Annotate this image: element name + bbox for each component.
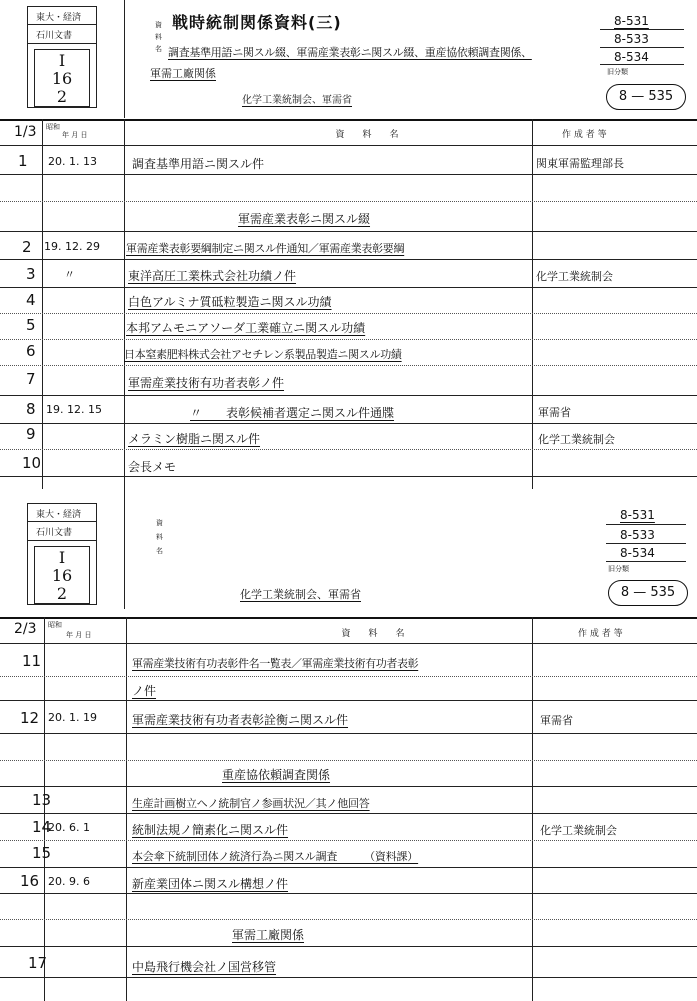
row-title: 〃 表彰候補者選定ニ関スル件通牒 [190,406,395,420]
header-material: 資 料 名 [341,629,405,639]
archive-stamp [27,503,97,605]
row-title: 軍需産業表彰要綱制定ニ関スル件通知／軍需産業表彰要綱 [126,242,405,255]
row-number: 17 [28,954,48,972]
page-number: 1/3 [14,124,37,140]
row-author: 化学工業統制会 [540,824,617,837]
row-number: 12 [20,709,40,727]
stamp-line-1: 東大・経済 [36,510,82,520]
row-number: 10 [22,454,42,472]
stamp-roman: I [58,51,66,70]
label-shi: 資 [156,519,163,527]
row-number: 1 [18,152,28,170]
material-name-line-1: 調査基準用語ニ関スル綴、軍需産業表彰ニ関スル綴、重産協依頼調査関係、 [168,46,532,59]
row-title: 新産業団体ニ関スル構想ノ件 [132,877,289,891]
row-title: 中島飛行機会社ノ国営移管 [132,960,277,974]
old-code-1: 8-531 [614,14,649,28]
section-heading: 軍需産業表彰ニ関スル綴 [238,212,371,226]
section-heading: 軍需工廠関係 [232,928,305,942]
row-title: 統制法規ノ簡素化ニ関スル件 [132,823,289,837]
stamp-line-2: 石川文書 [36,31,73,41]
old-code-3: 8-534 [620,546,655,560]
label-ryo: 料 [155,33,162,41]
row-title: メラミン樹脂ニ関スル件 [128,432,261,446]
row-title: 会長メモ [128,460,177,474]
stamp-num-1: 16 [51,566,73,585]
row-number: 7 [26,370,36,388]
header-author: 作 成 者 等 [578,629,623,639]
header-era: 昭和 [48,621,62,629]
row-title: 調査基準用語ニ関スル件 [132,157,265,171]
header-author: 作 成 者 等 [562,130,607,140]
label-shi: 資 [155,21,162,29]
stamp-num-2: 2 [56,584,68,603]
label-mei: 名 [155,45,162,53]
old-code-label: 旧分類 [608,565,629,573]
header-material: 資 料 名 [335,130,399,140]
old-code-2: 8-533 [614,32,649,46]
stamp-line-1: 東大・経済 [36,13,82,23]
row-number: 13 [32,791,52,809]
row-number: 3 [26,265,36,283]
row-number: 6 [26,342,36,360]
stamp-roman: I [58,548,66,567]
archive-stamp [27,6,97,108]
row-date: 〃 [64,268,75,281]
row-number: 14 [32,818,52,836]
row-date: 20. 9. 6 [48,875,90,888]
label-mei: 名 [156,547,163,555]
row-title-continued: ノ件 [132,684,157,698]
header-era: 昭和 [46,123,60,131]
row-number: 11 [22,652,42,670]
header-ymd: 年 月 日 [66,631,92,639]
old-code-3: 8-534 [614,50,649,64]
section-heading: 重産協依頼調査関係 [222,768,331,782]
stamp-line-2: 石川文書 [36,528,73,538]
row-number: 5 [26,316,36,334]
row-number: 15 [32,844,52,862]
row-date: 20. 1. 19 [48,711,97,724]
row-title: 生産計画樹立ヘノ統制官ノ参画状況／其ノ他回答 [132,797,370,810]
row-title: 軍需産業技術有功者表彰詮衡ニ関スル件 [132,713,349,727]
row-author: 関東軍需監理部長 [536,157,624,170]
row-date: 19. 12. 15 [46,403,102,416]
old-code-1: 8-531 [620,508,655,522]
page-number: 2/3 [14,621,37,637]
row-number: 9 [26,425,36,443]
row-author: 軍需省 [540,714,573,727]
stamp-num-1: 16 [51,69,73,88]
stamp-num-2: 2 [56,87,68,106]
creator-line: 化学工業統制会、軍需省 [242,95,352,106]
row-title: 本会傘下統制団体ノ統済行為ニ関スル調査 （資料課） [132,850,419,863]
main-code: 8 — 535 [606,84,686,110]
row-author: 化学工業統制会 [536,270,613,283]
row-number: 16 [20,872,40,890]
row-date: 20. 6. 1 [48,821,90,834]
old-code-2: 8-533 [620,528,655,542]
label-ryo: 料 [156,533,163,541]
row-title: 白色アルミナ質砥粒製造ニ関スル功績 [128,295,332,309]
row-author: 軍需省 [538,406,571,419]
row-number: 2 [22,238,32,256]
row-number: 8 [26,400,36,418]
material-name-line-2: 軍需工廠関係 [150,67,216,80]
creator-line: 化学工業統制会、軍需省 [240,588,361,601]
main-code: 8 — 535 [608,580,688,606]
old-code-label: 旧分類 [607,68,628,76]
row-title: 軍需産業技術有功表彰件名一覧表／軍需産業技術有功者表彰 [132,657,419,670]
row-title: 軍需産業技術有功者表彰ノ件 [128,376,285,390]
row-title: 東洋高圧工業株式会社功績ノ件 [128,269,297,283]
row-title: 本邦アムモニアソーダ工業確立ニ関スル功績 [126,321,366,335]
row-number: 4 [26,291,36,309]
header-ymd: 年 月 日 [62,131,88,139]
row-author: 化学工業統制会 [538,433,615,446]
row-date: 20. 1. 13 [48,155,97,168]
document-title: 戦時統制関係資料(三) [172,13,342,32]
row-title: 日本窒素肥料株式会社アセチレン系製品製造ニ関スル功績 [124,348,402,361]
row-date: 19. 12. 29 [44,240,100,253]
